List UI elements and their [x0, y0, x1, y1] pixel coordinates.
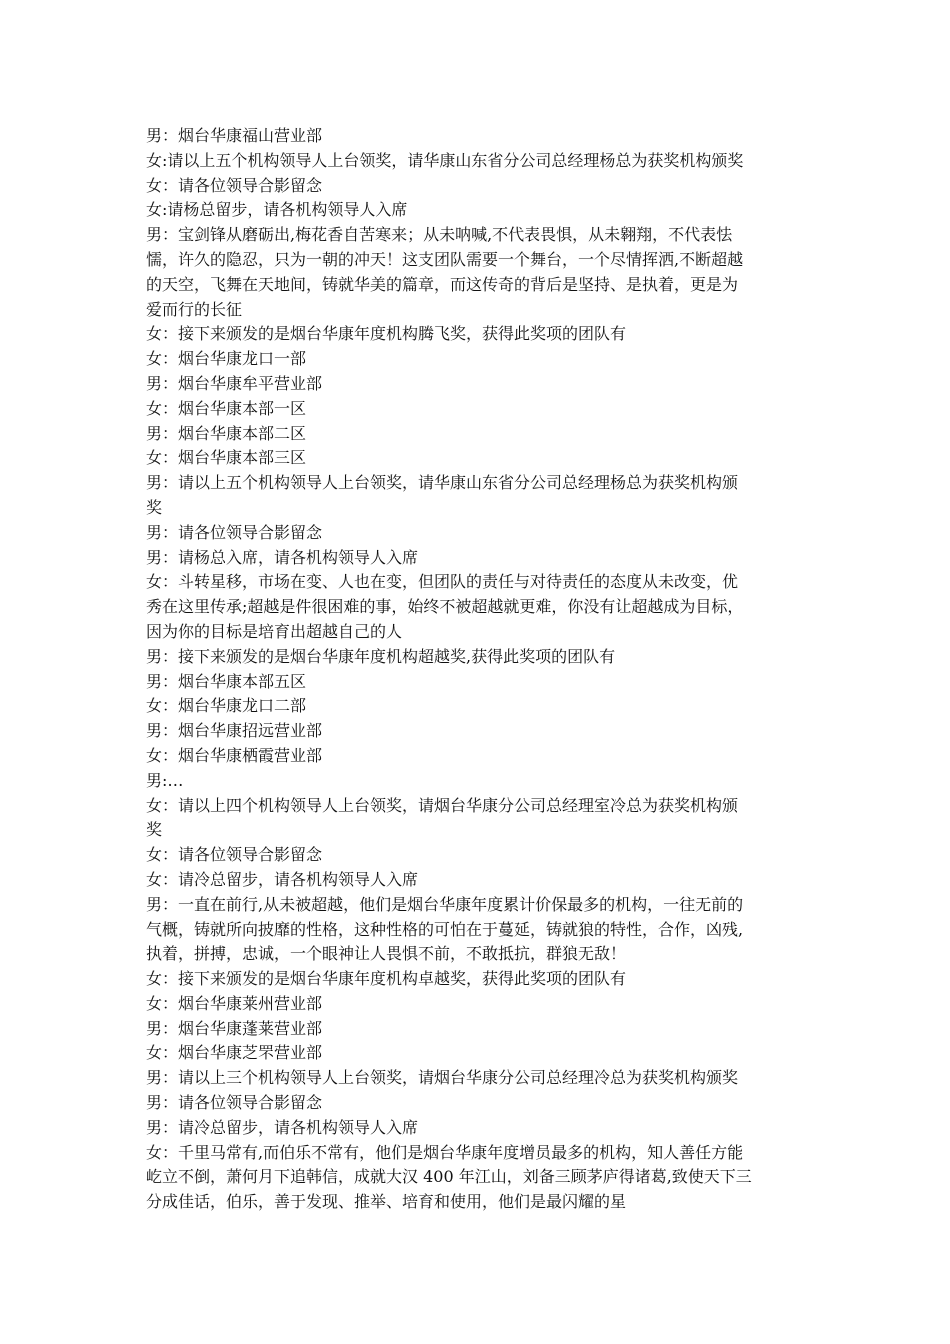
text-line: 懦，许久的隐忍，只为一朝的冲天！这支团队需要一个舞台，一个尽情挥洒,不断超越 [146, 249, 744, 269]
text-line: 因为你的目标是培育出超越自己的人 [146, 621, 403, 641]
text-line: 气概，铸就所向披靡的性格，这种性格的可怕在于蔓延，铸就狼的特性，合作，凶残, [146, 919, 744, 939]
text-line: 爱而行的长征 [146, 299, 243, 319]
document-body [146, 124, 814, 1215]
text-line: 男：烟台华康招远营业部 [146, 721, 323, 741]
text-line: 女：烟台华康本部一区 [146, 398, 307, 418]
text-line: 男：烟台华康牟平营业部 [146, 373, 323, 393]
text-line: 女：烟台华康栖霞营业部 [146, 745, 323, 765]
text-line: 男：请以上三个机构领导人上台领奖，请烟台华康分公司总经理冷总为获奖机构颁奖 [146, 1068, 739, 1088]
text-line: 女:请杨总留步，请各机构领导人入席 [146, 200, 408, 220]
text-line: 奖 [146, 497, 163, 517]
text-line: 男：一直在前行,从未被超越，他们是烟台华康年度累计价保最多的机构，一往无前的 [146, 894, 744, 914]
text-line: 奖 [146, 820, 163, 840]
text-line: 屹立不倒，萧何月下追韩信，成就大汉 400 年江山，刘备三顾茅庐得诸葛,致使天下三 [146, 1167, 752, 1187]
text-line: 男：请以上五个机构领导人上台领奖，请华康山东省分公司总经理杨总为获奖机构颁 [146, 473, 739, 493]
text-line: 分成佳话，伯乐，善于发现、推举、培育和使用，他们是最闪耀的星 [146, 1192, 627, 1212]
text-line: 男：宝剑锋从磨砺出,梅花香自苦寒来；从未呐喊,不代表畏惧，从未翱翔，不代表怯 [146, 225, 733, 245]
text-line: 女：接下来颁发的是烟台华康年度机构卓越奖，获得此奖项的团队有 [146, 969, 627, 989]
text-line: 男：接下来颁发的是烟台华康年度机构超越奖,获得此奖项的团队有 [146, 646, 616, 666]
text-line: 男：请冷总留步，请各机构领导人入席 [146, 1117, 419, 1137]
text-line: 女：请以上四个机构领导人上台领奖，请烟台华康分公司总经理室冷总为获奖机构颁 [146, 795, 739, 815]
text-line: 女：斗转星移，市场在变、人也在变，但团队的责任与对待责任的态度从未改变，优 [146, 572, 739, 592]
text-line: 男：烟台华康本部二区 [146, 423, 307, 443]
text-line: 女：请各位领导合影留念 [146, 175, 323, 195]
text-line: 男：烟台华康福山营业部 [146, 126, 323, 145]
text-line: 女:请以上五个机构领导人上台领奖，请华康山东省分公司总经理杨总为获奖机构颁奖 [146, 150, 744, 170]
text-line: 男：请各位领导合影留念 [146, 1093, 323, 1113]
text-line: 男：烟台华康本部五区 [146, 671, 307, 691]
text-line: 女：烟台华康芝罘营业部 [146, 1043, 323, 1063]
text-line: 的天空，飞舞在天地间，铸就华美的篇章，而这传奇的背后是坚持、是执着，更是为 [146, 274, 739, 294]
text-line: 女：烟台华康龙口二部 [146, 696, 307, 716]
text-line: 执着，拼搏，忠诚，一个眼神让人畏惧不前，不敢抵抗，群狼无敌！ [146, 944, 627, 964]
text-line: 男:… [146, 770, 184, 790]
text-line: 女：请各位领导合影留念 [146, 845, 323, 865]
text-line: 秀在这里传承;超越是件很困难的事，始终不被超越就更难，你没有让超越成为目标， [146, 597, 744, 617]
text-line: 女：烟台华康龙口一部 [146, 349, 307, 369]
text-line: 女：千里马常有,而伯乐不常有，他们是烟台华康年度增员最多的机构，知人善任方能 [146, 1142, 744, 1162]
text-line: 男：请杨总入席，请各机构领导人入席 [146, 547, 419, 567]
text-line: 女：请冷总留步，请各机构领导人入席 [146, 869, 419, 889]
text-line: 男：烟台华康蓬莱营业部 [146, 1018, 323, 1038]
text-line: 女：烟台华康本部三区 [146, 448, 307, 468]
text-line: 女：接下来颁发的是烟台华康年度机构腾飞奖，获得此奖项的团队有 [146, 324, 627, 344]
text-line: 女：烟台华康莱州营业部 [146, 993, 323, 1013]
text-line: 男：请各位领导合影留念 [146, 522, 323, 542]
